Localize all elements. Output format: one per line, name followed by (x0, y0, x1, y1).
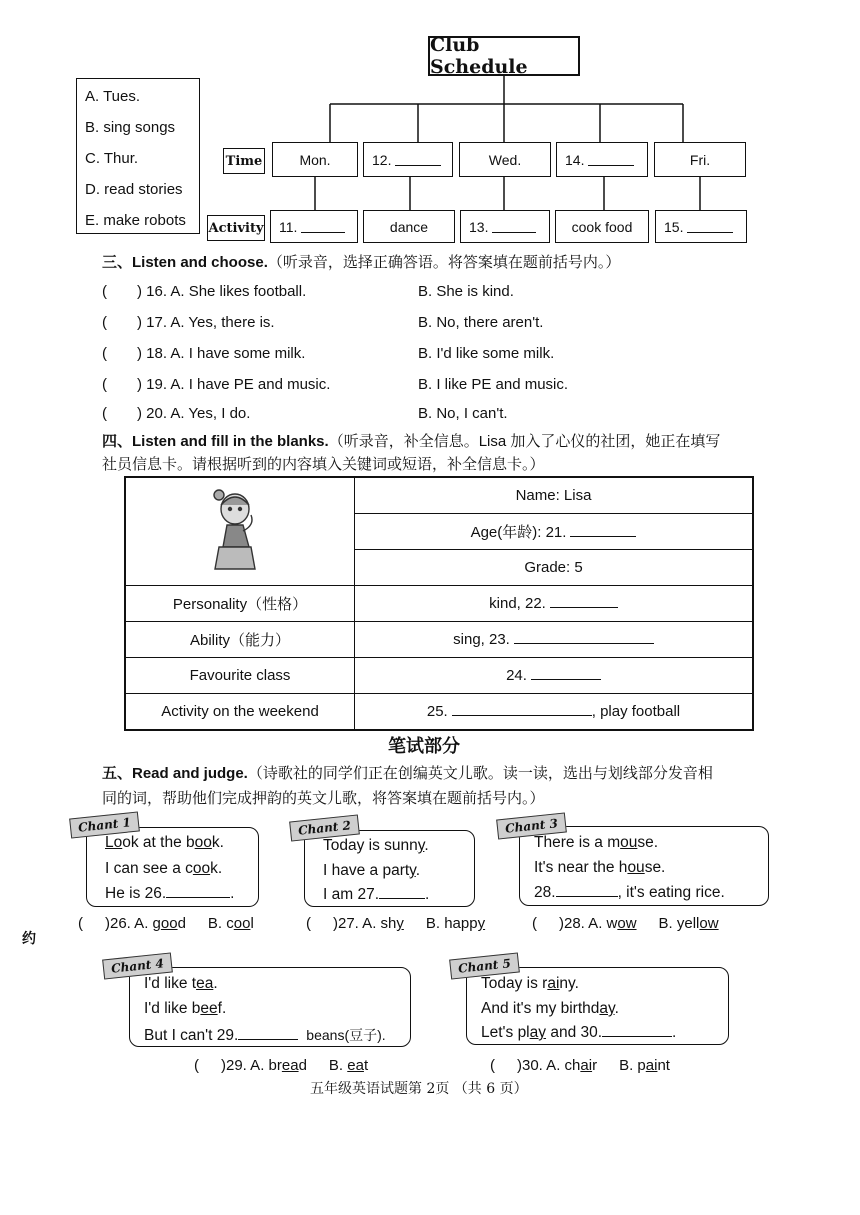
q19: ( ) 19. A. I have PE and music. (102, 376, 331, 393)
time-cell-wed: Wed. (459, 142, 551, 177)
chant-3-tag: Chant 3 (496, 812, 567, 839)
favourite-class-value[interactable]: 24. (355, 658, 754, 694)
option-b: B. sing songs (85, 119, 176, 136)
section5-heading: 五、Read and judge.（诗歌社的同学们正在创编英文儿歌。读一读，选出与划线部分发音相 (102, 765, 713, 782)
time-label: Time (223, 148, 265, 174)
option-e: E. make robots (85, 212, 186, 229)
chant-5-line-1: Today is rainy. (481, 975, 579, 992)
chant-2-tag: Chant 2 (289, 814, 360, 841)
time-cell-mon: Mon. (272, 142, 358, 177)
answer-29: ( )29. A. bread B. eat (194, 1057, 369, 1074)
activity-cell-11[interactable]: 11. (270, 210, 358, 243)
chant-4-line-2: I'd like beef. (144, 1000, 227, 1017)
weekend-activity-value[interactable]: 25. , play football (355, 694, 754, 731)
activity-cell-15[interactable]: 15. (655, 210, 747, 243)
chant-1-line-2: I can see a cook. (105, 860, 223, 877)
answer-26: ( )26. A. good B. cool (78, 915, 254, 932)
weekend-activity-label: Activity on the weekend (125, 694, 355, 731)
options-box (76, 78, 200, 234)
chant-2-line-2: I have a party. (323, 862, 421, 879)
section4-instruction-line2: 社员信息卡。请根据听到的内容填入关键词或短语，补全信息卡。） (102, 456, 545, 473)
margin-character: 约 (22, 930, 36, 946)
girl-illustration-cell (125, 477, 355, 586)
chant-4-box (129, 967, 411, 1047)
chant-3-line-3[interactable]: 28. , it's eating rice. (534, 884, 725, 901)
option-d: D. read stories (85, 181, 183, 198)
section3-heading: 三、Listen and choose.（听录音，选择正确答语。将答案填在题前括号内。） (102, 254, 621, 271)
q18-b: B. I'd like some milk. (418, 345, 555, 362)
chant-3-line-2: It's near the house. (534, 859, 666, 876)
favourite-class-label: Favourite class (125, 658, 355, 694)
grade-cell: Grade: 5 (355, 550, 754, 586)
section4-heading: 四、Listen and fill in the blanks.（听录音，补全信息。Lisa 加入了心仪的社团，她正在填写 (102, 433, 721, 450)
answer-30: ( )30. A. chair B. paint (490, 1057, 670, 1074)
age-cell[interactable]: Age(年龄): 21. (355, 514, 754, 550)
chant-4-tag: Chant 4 (102, 952, 173, 979)
info-card (124, 476, 754, 731)
answer-28: ( )28. A. wow B. yellow (532, 915, 719, 932)
option-c: C. Thur. (85, 150, 139, 167)
q20: ( ) 20. A. Yes, I do. (102, 405, 251, 422)
chant-1-tag: Chant 1 (69, 811, 140, 838)
schedule-title: Club Schedule (430, 34, 528, 78)
q16: ( ) 16. A. She likes football. (102, 283, 307, 300)
personality-value[interactable]: kind, 22. (355, 586, 754, 622)
chant-1-line-3[interactable]: He is 26. . (105, 885, 235, 902)
girl-illustration (205, 485, 275, 575)
chant-3-box (519, 826, 769, 906)
ability-label: Ability（能力） (125, 622, 355, 658)
section5-instruction-line2: 同的词，帮助他们完成押韵的英文儿歌，将答案填在题前括号内。） (102, 790, 545, 807)
chant-5-line-2: And it's my birthday. (481, 1000, 619, 1017)
chant-2-box (304, 830, 475, 907)
chant-5-tag: Chant 5 (449, 952, 520, 979)
chant-4-line-3[interactable]: But I can't 29. beans(豆子). (144, 1027, 386, 1044)
activity-label: Activity (207, 215, 265, 241)
answer-27: ( )27. A. shy B. happy (306, 915, 486, 932)
q19-b: B. I like PE and music. (418, 376, 569, 393)
personality-label: Personality（性格） (125, 586, 355, 622)
q17: ( ) 17. A. Yes, there is. (102, 314, 275, 331)
chant-3-line-1: There is a mouse. (534, 834, 659, 851)
chant-1-box (86, 827, 259, 907)
q16-b: B. She is kind. (418, 283, 514, 300)
chant-2-line-1: Today is sunny. (323, 837, 429, 854)
chant-2-line-3[interactable]: I am 27. . (323, 886, 430, 903)
ability-value[interactable]: sing, 23. (355, 622, 754, 658)
time-cell-12[interactable]: 12. (363, 142, 453, 177)
name-cell: Name: Lisa (355, 477, 754, 514)
q20-b: B. No, I can't. (418, 405, 508, 422)
time-cell-14[interactable]: 14. (556, 142, 648, 177)
activity-cell-cook-food: cook food (555, 210, 649, 243)
written-part-title: 笔试部分 (388, 736, 460, 756)
chant-4-line-1: I'd like tea. (144, 975, 218, 992)
q18: ( ) 18. A. I have some milk. (102, 345, 306, 362)
q17-b: B. No, there aren't. (418, 314, 544, 331)
activity-cell-dance: dance (363, 210, 455, 243)
time-cell-fri: Fri. (654, 142, 746, 177)
chant-1-line-1: Look at the book. (105, 834, 224, 851)
option-a: A. Tues. (85, 88, 141, 105)
chant-5-line-3[interactable]: Let's play and 30. . (481, 1024, 677, 1041)
page-footer: 五年级英语试题第 2页 （共 6 页） (310, 1081, 528, 1097)
chant-5-box (466, 967, 729, 1045)
activity-cell-13[interactable]: 13. (460, 210, 550, 243)
